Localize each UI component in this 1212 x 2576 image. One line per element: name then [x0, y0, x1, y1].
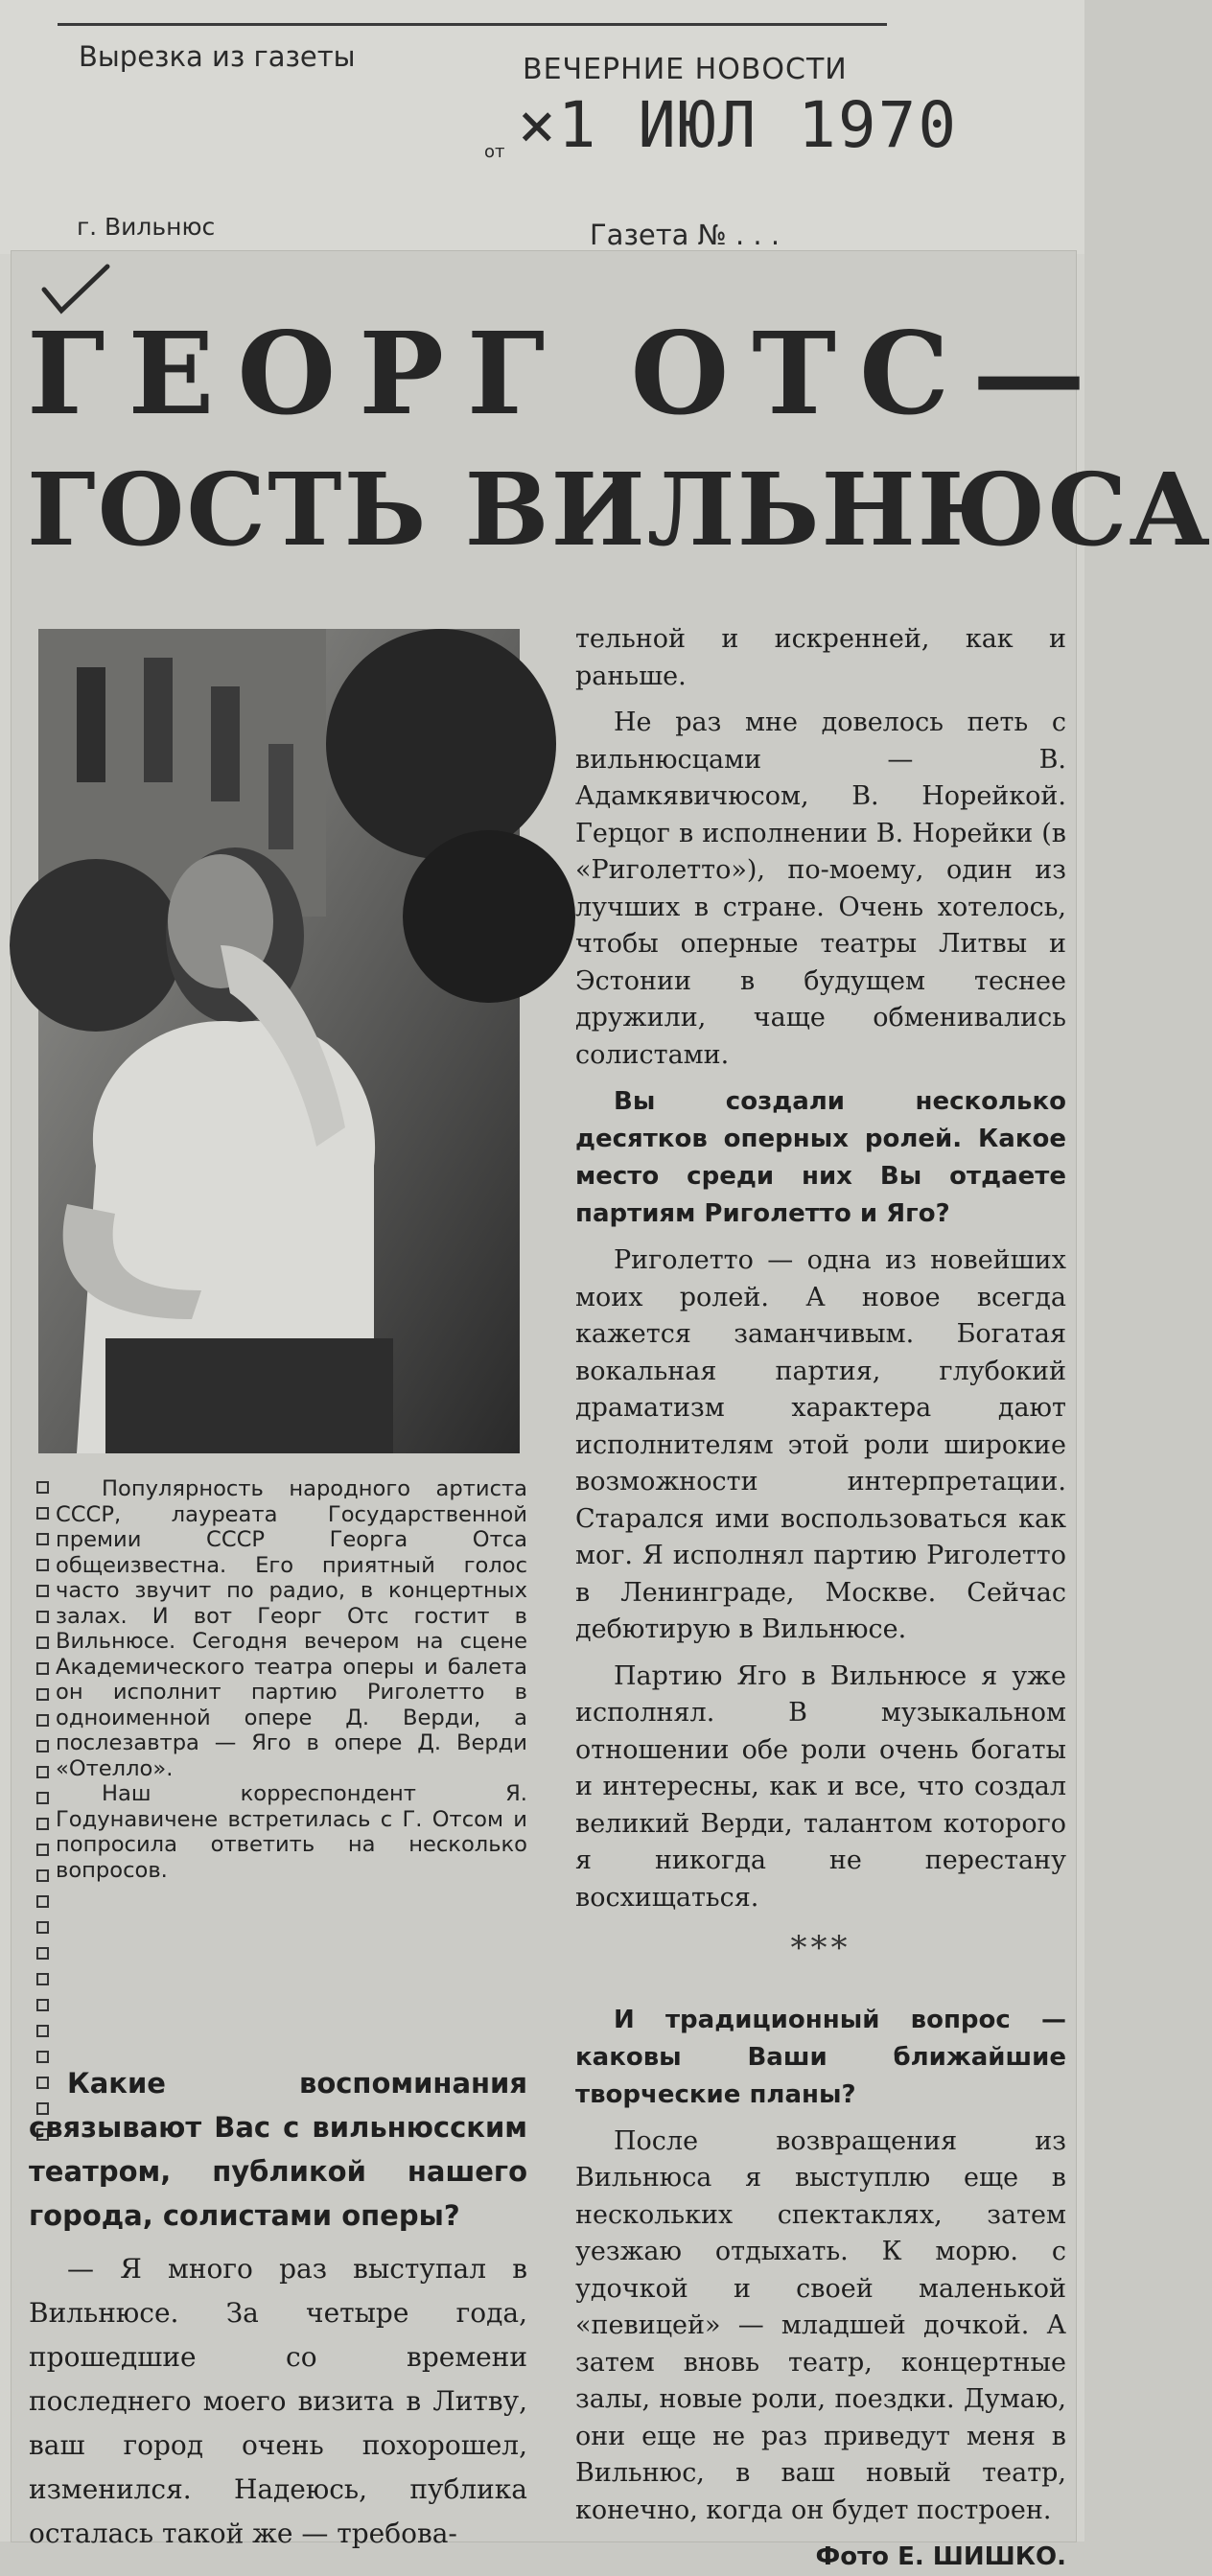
answer-2: Риголетто — одна из новейших моих ролей. А новое всегда кажется заманчивым. Богатая вокальная партия, глубокий драматизм характера дают исполнителям этой роли широкие возможности интерпретации. Старался ими воспользоваться как мог. Я исполнял партию Риголетто в Ленинграде, Москве. Сейчас дебютирую в Вильнюсе. [575, 1245, 1066, 1644]
question-1: Какие воспоминания связывают Вас с вильнюсским театром, публикой нашего города, солистами оперы? [29, 2067, 527, 2232]
headline-line-1: ГЕОРГ ОТС— [27, 307, 1108, 440]
photo-credit: Фото Е. ШИШКО. [815, 2542, 1066, 2571]
clipping-label: Вырезка из газеты [79, 40, 356, 73]
header-rule [58, 23, 887, 26]
newspaper-name: ВЕЧЕРНИЕ НОВОСТИ [523, 53, 848, 86]
date-prefix: от [484, 142, 505, 162]
right-column [575, 621, 1066, 2576]
question-2: Вы создали несколько десятков оперных ролей. Какое место среди них Вы отдаете партиям Риголетто и Яго? [575, 1087, 1066, 1228]
newspaper-number: Газета № . . . [590, 219, 781, 251]
answer-1-continued: Не раз мне довелось петь с вильнюсцами — В. Адамкявичюсом, В. Норейкой. Герцог в исполнении В. Норейки (в «Риголетто»), по-моему, один из лучших в стране. Очень хотелось, чтобы оперные театры Литвы и Эстонии в будущем теснее дружили, чаще обменивались солистами. [575, 708, 1066, 1070]
caption-paragraph: Популярность народного артиста СССР, лауреата Государственной премии СССР Георга Отса общеизвестна. Его приятный голос часто звучит по радио, в концертных залах. И вот Георг Отс гостит в Вильнюсе. Сегодня вечером на сцене Академического театра оперы и балета он исполнит партию Риголетто в одноименной опере Д. Верди, а послезавтра — Яго в опере Д. Верди «Отелло». [56, 1476, 527, 1781]
caption-paragraph: Наш корреспондент Я. Годунавичене встретилась с Г. Отсом и попросила ответить на несколько вопросов. [56, 1781, 527, 1883]
headline-line-2: ГОСТЬ ВИЛЬНЮСА [27, 451, 1212, 569]
section-separator: *** [790, 1929, 851, 1967]
caption-marker-rail [36, 1481, 48, 2154]
photo-caption [56, 1476, 527, 1883]
answer-3: После возвращения из Вильнюса я выступлю еще в нескольких спектаклях, затем уезжаю отдыхать. К морю. с удочкой и своей маленькой «певицей» — младшей дочкой. А затем вновь театр, концертные залы, новые роли, поездки. Думаю, они еще не раз приведут меня в Вильнюс, в ваш новый театр, конечно, когда он будет построен. [575, 2125, 1066, 2525]
answer-1: — Я много раз выступал в Вильнюсе. За четыре года, прошедшие со времени последнего моего визита в Литву, ваш город очень похорошел, изменился. Надеюсь, публика осталась такой же — требова- [29, 2253, 527, 2549]
portrait-photo [38, 629, 520, 1453]
continuation-text: тельной и искренней, как и раньше. [575, 624, 1066, 691]
left-column [29, 2061, 527, 2565]
city-label: г. Вильнюс [77, 213, 216, 241]
answer-2-continued: Партию Яго в Вильнюсе я уже исполнял. В музыкальном отношении обе роли очень богаты и интересны, как и все, что создал великий Верди, талантом которого я никогда не перестану восхищаться. [575, 1660, 1066, 1913]
clipping-label-header [0, 0, 1084, 254]
question-3: И традиционный вопрос — каковы Ваши ближайшие творческие планы? [575, 2005, 1066, 2109]
date-stamp: ×1 ИЮЛ 1970 [518, 88, 959, 162]
